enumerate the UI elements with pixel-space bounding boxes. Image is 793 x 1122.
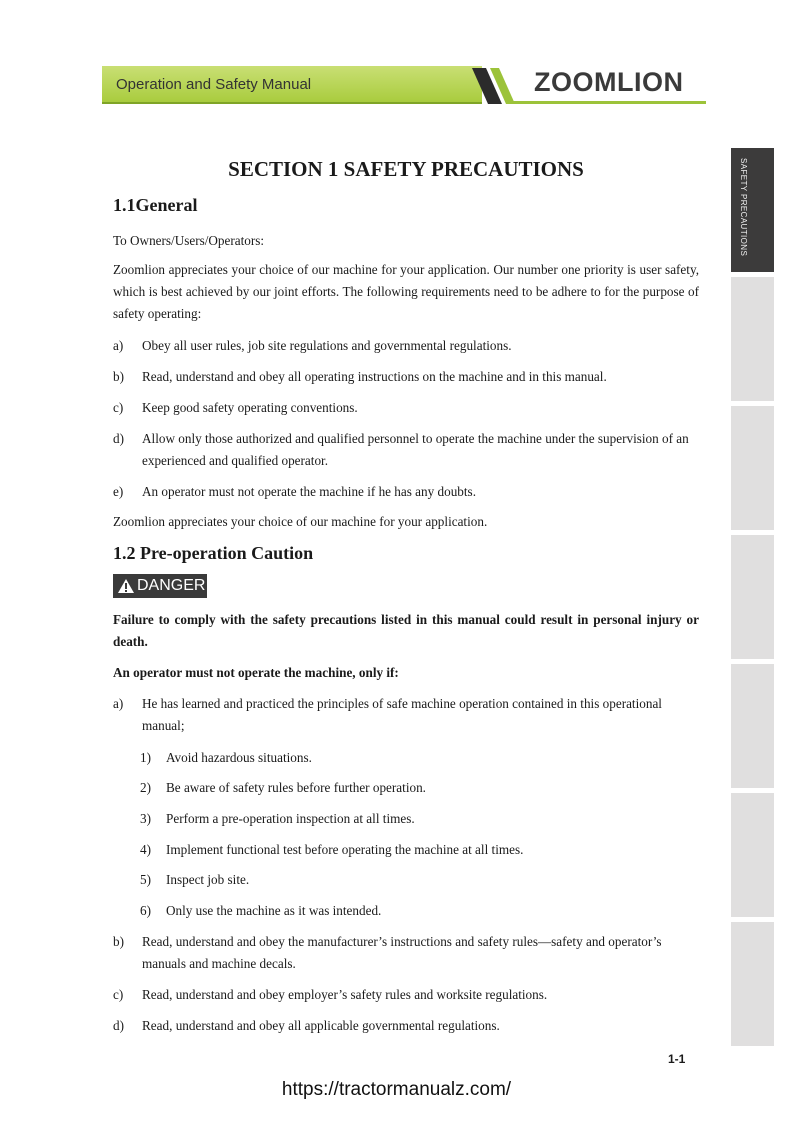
sub-text: Perform a pre-operation inspection at all times. (166, 811, 415, 826)
section-tabs (731, 148, 774, 1051)
tab-5[interactable] (731, 664, 774, 788)
operator-condition: An operator must not operate the machine, only if: (113, 665, 399, 680)
header-title: Operation and Safety Manual (116, 76, 312, 93)
general-intro: Zoomlion appreciates your choice of our machine for your application. Our number one priority is user safety, which is best achieved by our joint efforts. The following requirements need to be adhere to for the purpose of safety operating: (113, 262, 699, 321)
list-text: Obey all user rules, job site regulations and governmental regulations. (142, 338, 512, 353)
preop-heading: 1.2 Pre-operation Caution (113, 543, 314, 563)
sub-text: Avoid hazardous situations. (166, 750, 312, 765)
list-marker: d) (113, 1018, 124, 1033)
tab-4[interactable] (731, 535, 774, 659)
list-text: Keep good safety operating conventions. (142, 400, 358, 415)
tab-7[interactable] (731, 922, 774, 1046)
sub-marker: 3) (140, 811, 151, 826)
sub-marker: 6) (140, 903, 151, 918)
zoomlion-logo-icon (468, 66, 528, 106)
list-text: He has learned and practiced the principles of safe machine operation contained in this operational manual; (142, 696, 662, 733)
list-marker: a) (113, 696, 124, 711)
list-marker: b) (113, 369, 124, 384)
sub-marker: 5) (140, 872, 151, 887)
danger-label: DANGER (137, 577, 206, 594)
tab-label: SAFETY PRECAUTIONS (739, 158, 748, 257)
list-marker: e) (113, 484, 124, 499)
list-marker: d) (113, 431, 124, 446)
list-marker: c) (113, 987, 124, 1002)
sub-marker: 2) (140, 780, 151, 795)
sub-text: Be aware of safety rules before further operation. (166, 780, 426, 795)
list-text: Read, understand and obey employer’s safety rules and worksite regulations. (142, 987, 548, 1002)
list-text: Read, understand and obey the manufacturer’s instructions and safety rules—safety and operator’s manuals and machine decals. (142, 934, 662, 971)
list-marker: c) (113, 400, 124, 415)
list-text: Allow only those authorized and qualified personnel to operate the machine under the supervision of an experienced and qualified operator. (142, 431, 689, 468)
sub-marker: 4) (140, 842, 151, 857)
list-text: An operator must not operate the machine if he has any doubts. (142, 484, 476, 499)
list-text: Read, understand and obey all operating instructions on the machine and in this manual. (142, 369, 607, 384)
warning-triangle-icon (117, 578, 135, 594)
general-heading: 1.1General (113, 195, 198, 215)
tab-3[interactable] (731, 406, 774, 530)
footer-url[interactable]: https://tractormanualz.com/ (281, 1079, 512, 1100)
tab-2[interactable] (731, 277, 774, 401)
list-text: Read, understand and obey all applicable governmental regulations. (142, 1018, 500, 1033)
danger-warning: Failure to comply with the safety precautions listed in this manual could result in personal injury or death. (113, 612, 699, 649)
sub-text: Inspect job site. (166, 872, 250, 887)
header-banner (102, 66, 482, 104)
list-marker: a) (113, 338, 124, 353)
danger-badge (113, 574, 207, 598)
section-title: SECTION 1 SAFETY PRECAUTIONS (228, 157, 584, 181)
sub-text: Only use the machine as it was intended. (166, 903, 382, 918)
sub-marker: 1) (140, 750, 151, 765)
page-header (102, 66, 706, 104)
brand-name: ZOOMLION (534, 67, 684, 97)
general-closing: Zoomlion appreciates your choice of our machine for your application. (113, 514, 488, 529)
tab-6[interactable] (731, 793, 774, 917)
header-divider (512, 101, 706, 104)
list-marker: b) (113, 934, 124, 949)
greeting: To Owners/Users/Operators: (113, 233, 265, 248)
sub-text: Implement functional test before operating the machine at all times. (166, 842, 524, 857)
page-number: 1-1 (668, 1052, 686, 1066)
